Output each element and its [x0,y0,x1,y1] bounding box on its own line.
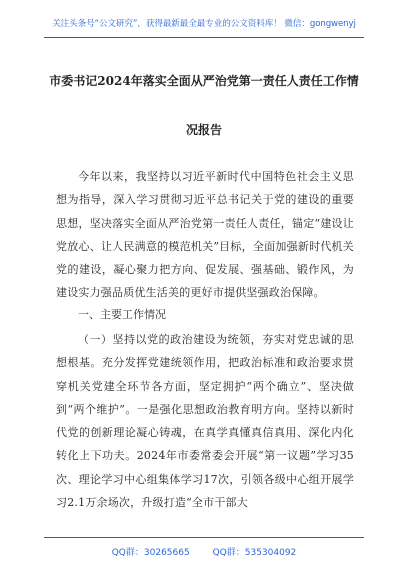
footer-qq-group-1: QQ群：30265665 [111,548,190,558]
body-paragraph: （一）坚持以党的政治建设为统领，夯实对党忠诚的思想根基。充分发挥党建统领作用，把政治标准和政治要求贯穿机关党建全环节各方面，坚定拥护“两个确立”、坚决做到“两个维护”。一是强化思想政治教育明方向。坚持以新时代党的创新理论凝心铸魂，在真学真懂真信真用、深化内化转化上下功夫。2024年市委常委会开展“第一议题”学习35次、理论学习中心组集体学习17次，引领各级中心组开展学习2.1万余场次，升级打造“全市干部大 [56,333,354,510]
header-banner: 关注头条号“公文研究”，获得最新最全最专业的公文资料库！ 微信：gongwenyj [52,19,356,29]
document-title-line-1: 市委书记2024年落实全面从严治党第一责任人责任工作情 [49,74,359,88]
footer-qq-group-2: QQ群：535304092 [212,548,297,558]
header-divider [44,37,364,38]
footer-banner [0,545,408,558]
section-heading: 一、主要工作情况 [78,308,166,321]
intro-paragraph: 今年以来，我坚持以习近平新时代中国特色社会主义思想为指导，深入学习贯彻习近平总书记关于党的建设的重要思想，坚决落实全面从严治党第一责任人责任，锚定“建设让党放心、让人民满意的模范机关”目标，全面加强新时代机关党的建设，凝心聚力把方向、促发展、强基础、锻作风，为建设实力强品质优生活美的更好市提供坚强政治保障。 [56,170,354,300]
footer-divider [44,537,364,538]
document-title-line-2: 况报告 [185,123,222,137]
